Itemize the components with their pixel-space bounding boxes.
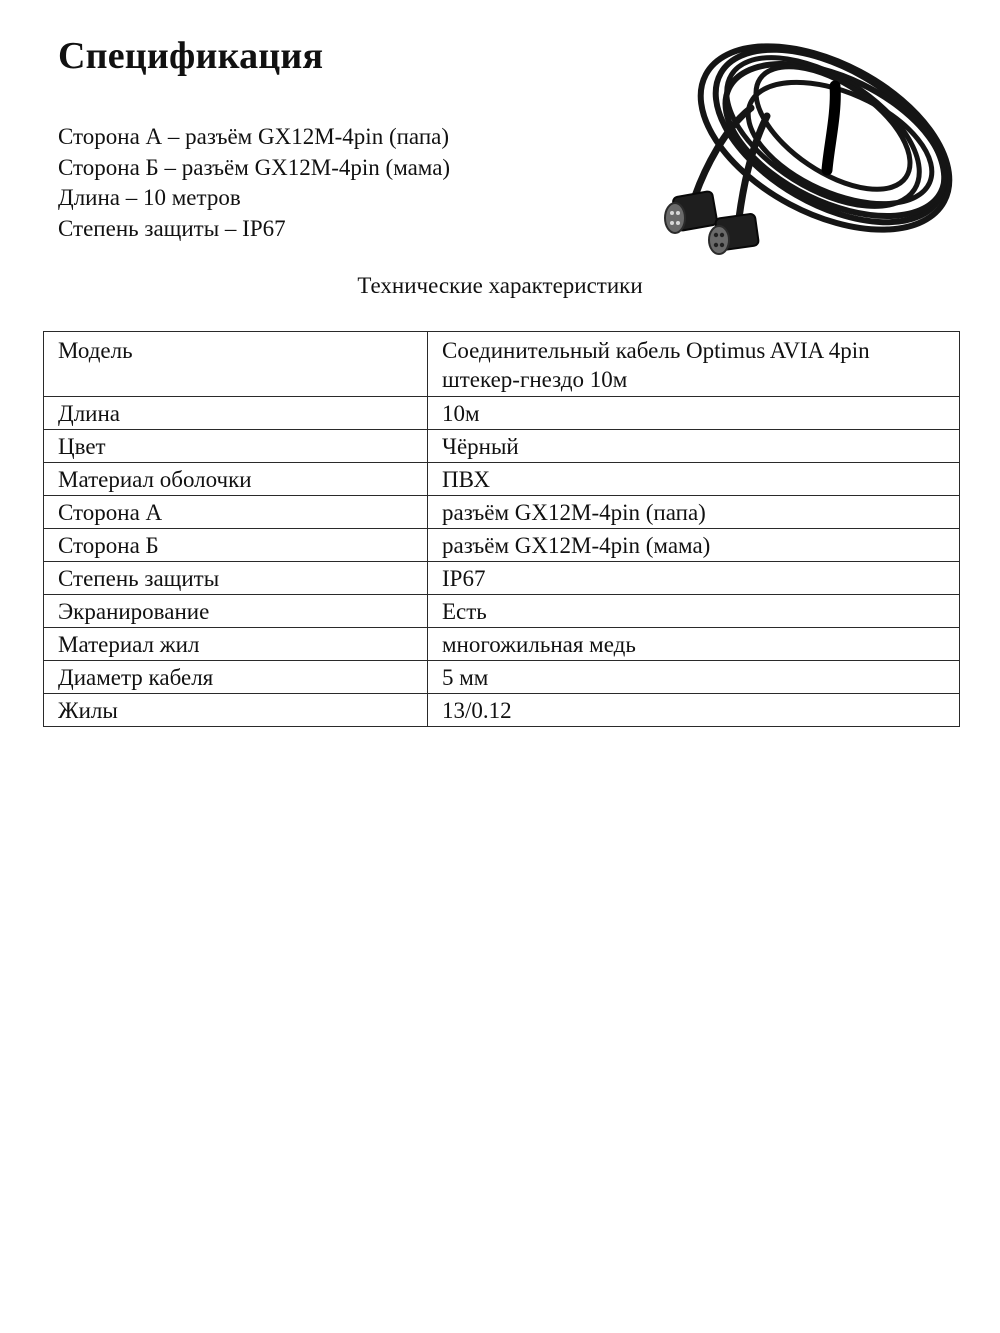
table-row <box>44 332 960 397</box>
cable-product-image <box>655 28 965 266</box>
spec-label: Диаметр кабеля <box>44 661 428 694</box>
table-row <box>44 562 960 595</box>
table-row <box>44 397 960 430</box>
spec-value: разъём GX12M-4pin (папа) <box>428 496 960 529</box>
intro-line-length: Длина – 10 метров <box>58 185 241 210</box>
table-row <box>44 430 960 463</box>
spec-value: 5 мм <box>428 661 960 694</box>
intro-line-side-a: Сторона А – разъём GX12M-4pin (папа) <box>58 124 449 149</box>
spec-value: Чёрный <box>428 430 960 463</box>
table-row <box>44 529 960 562</box>
spec-label: Жилы <box>44 694 428 727</box>
spec-label: Экранирование <box>44 595 428 628</box>
intro-line-protection: Степень защиты – IP67 <box>58 215 286 241</box>
table-row <box>44 463 960 496</box>
table-row <box>44 628 960 661</box>
spec-value: разъём GX12M-4pin (мама) <box>428 529 960 562</box>
intro-summary <box>58 122 450 244</box>
spec-value: многожильная медь <box>428 628 960 661</box>
spec-label: Модель <box>44 332 428 397</box>
spec-value: IP67 <box>428 562 960 595</box>
spec-label: Длина <box>44 397 428 430</box>
spec-table <box>43 331 960 727</box>
spec-label: Цвет <box>44 430 428 463</box>
table-row <box>44 694 960 727</box>
spec-label: Степень защиты <box>44 562 428 595</box>
spec-label: Сторона А <box>44 496 428 529</box>
spec-label: Материал оболочки <box>44 463 428 496</box>
intro-line-side-b: Сторона Б – разъём GX12M-4pin (мама) <box>58 154 451 180</box>
table-row <box>44 496 960 529</box>
page-title: Спецификация <box>58 35 324 77</box>
spec-value: ПВХ <box>428 463 960 496</box>
spec-value: 13/0.12 <box>428 694 960 727</box>
table-row <box>44 595 960 628</box>
table-row <box>44 661 960 694</box>
spec-value: Соединительный кабель Optimus AVIA 4pin штекер-гнездо 10м <box>428 332 960 397</box>
spec-label: Сторона Б <box>44 529 428 562</box>
spec-value: 10м <box>428 397 960 430</box>
spec-label: Материал жил <box>44 628 428 661</box>
spec-value: Есть <box>428 595 960 628</box>
table-caption: Технические характеристики <box>357 273 643 298</box>
